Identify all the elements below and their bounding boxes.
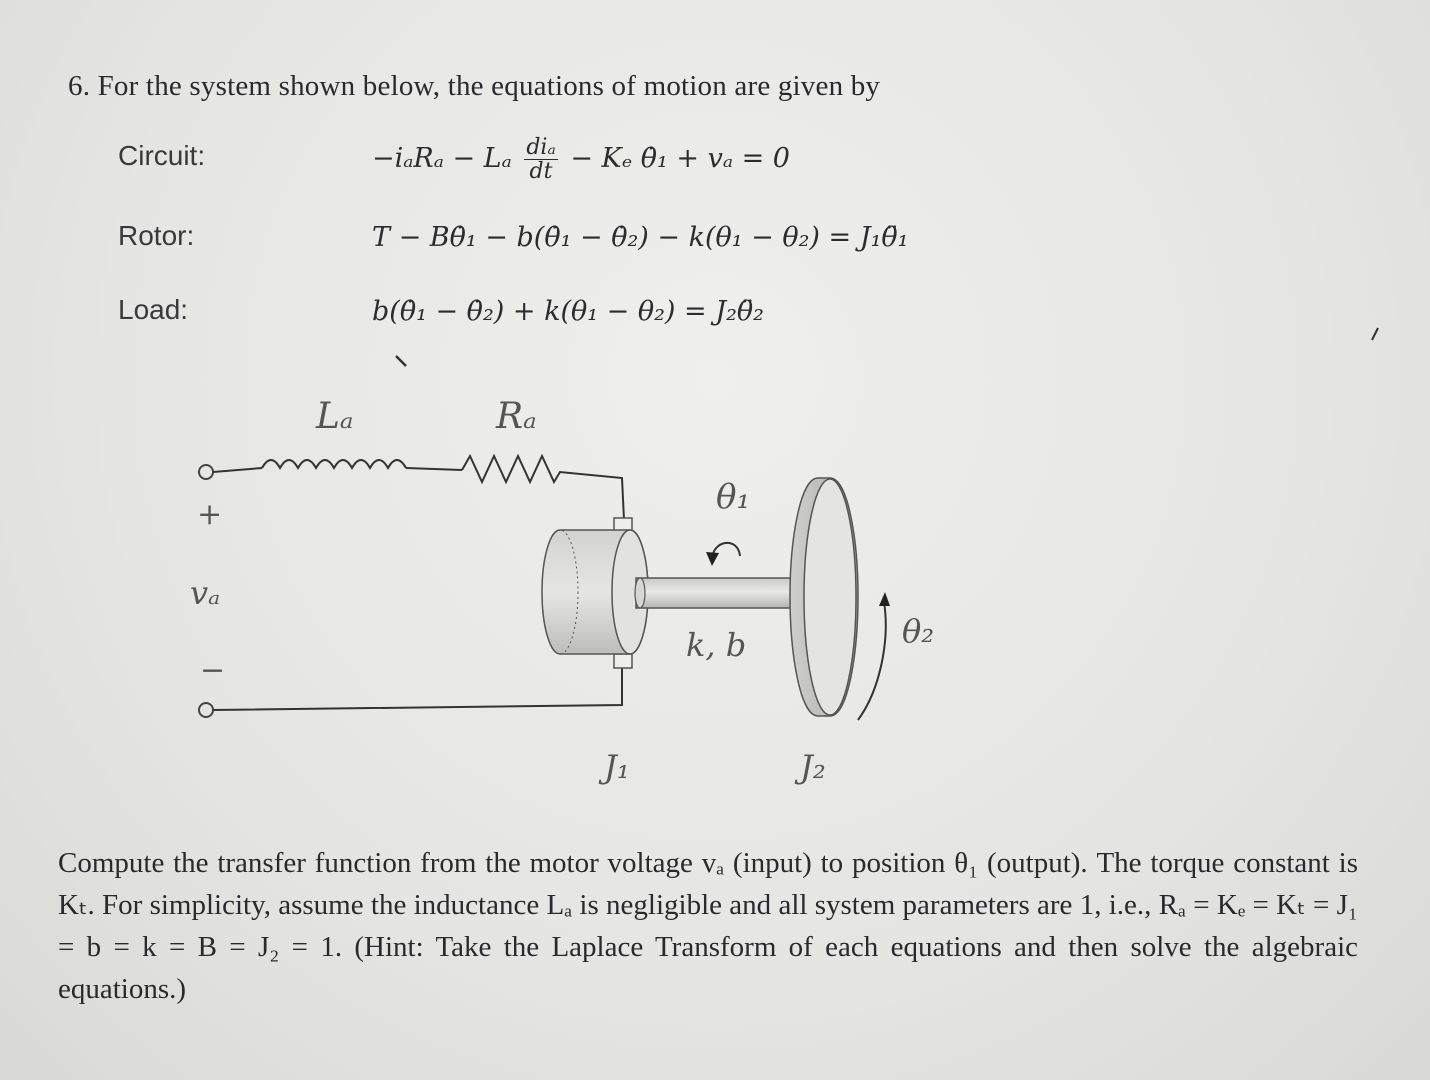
question-heading: 6. For the system shown below, the equations of motion are given by — [68, 70, 881, 102]
top-wire — [213, 468, 262, 472]
circuit-equation-lhs: −iₐRₐ − Lₐ — [372, 143, 512, 175]
theta2-rotation-arrow — [858, 602, 886, 720]
inductor-coil — [262, 460, 406, 468]
load-disk-j2 — [790, 478, 858, 716]
fraction-numerator: diₐ — [526, 135, 556, 160]
theta1-label: θ₁ — [716, 477, 751, 517]
j1-label: J₁ — [604, 748, 630, 786]
negative-terminal — [199, 703, 213, 717]
resistor-label: Rₐ — [496, 396, 537, 437]
motor-j1 — [542, 530, 648, 654]
theta2-arrowhead — [879, 592, 890, 606]
theta2-label: θ₂ — [902, 612, 935, 650]
plus-sign: + — [197, 497, 223, 532]
resistor-zigzag — [462, 456, 624, 520]
motor-bottom-terminal — [614, 654, 632, 668]
theta1-arrowhead — [706, 552, 719, 566]
circuit-equation-rhs: − Kₑ θ̇₁ + vₐ = 0 — [570, 143, 790, 175]
problem-paragraph — [58, 842, 1358, 1010]
stray-mark — [1372, 328, 1378, 340]
minus-sign: − — [200, 653, 226, 688]
shaft-kb — [635, 578, 808, 608]
inductor-label: Lₐ — [316, 396, 354, 437]
load-label: Load: — [118, 294, 189, 325]
problem-text: Compute the transfer function from the motor voltage vₐ (input) to position θ₁ (output). The torque constant is Kₜ. For simplicity, assume the inductance Lₐ is negligible and all system parameters are 1, i.e., Rₐ = Kₑ = Kₜ = J₁ = b = k = B = J₂ = 1. (Hint: Take the Laplace Transform of each equations and then solve the algebraic equations.) — [58, 847, 1358, 1005]
stray-mark — [396, 356, 406, 366]
wire-segment — [406, 468, 462, 470]
circuit-label: Circuit: — [118, 140, 206, 171]
fraction-denominator: dt — [529, 159, 553, 185]
rotor-equation: T − Bθ̇₁ − b(θ̇₁ − θ̇₂) − k(θ₁ − θ₂) = J₁θ̈₁ — [372, 222, 909, 253]
voltage-label: vₐ — [190, 574, 221, 612]
spring-damper-label: k, b — [686, 626, 747, 664]
j2-label: J₂ — [800, 748, 826, 786]
load-equation: b(θ̇₁ − θ̇₂) + k(θ₁ − θ₂) = J₂θ̈₂ — [372, 296, 764, 327]
rotor-label: Rotor: — [118, 220, 195, 251]
positive-terminal — [199, 465, 213, 479]
bottom-wire — [213, 668, 622, 710]
